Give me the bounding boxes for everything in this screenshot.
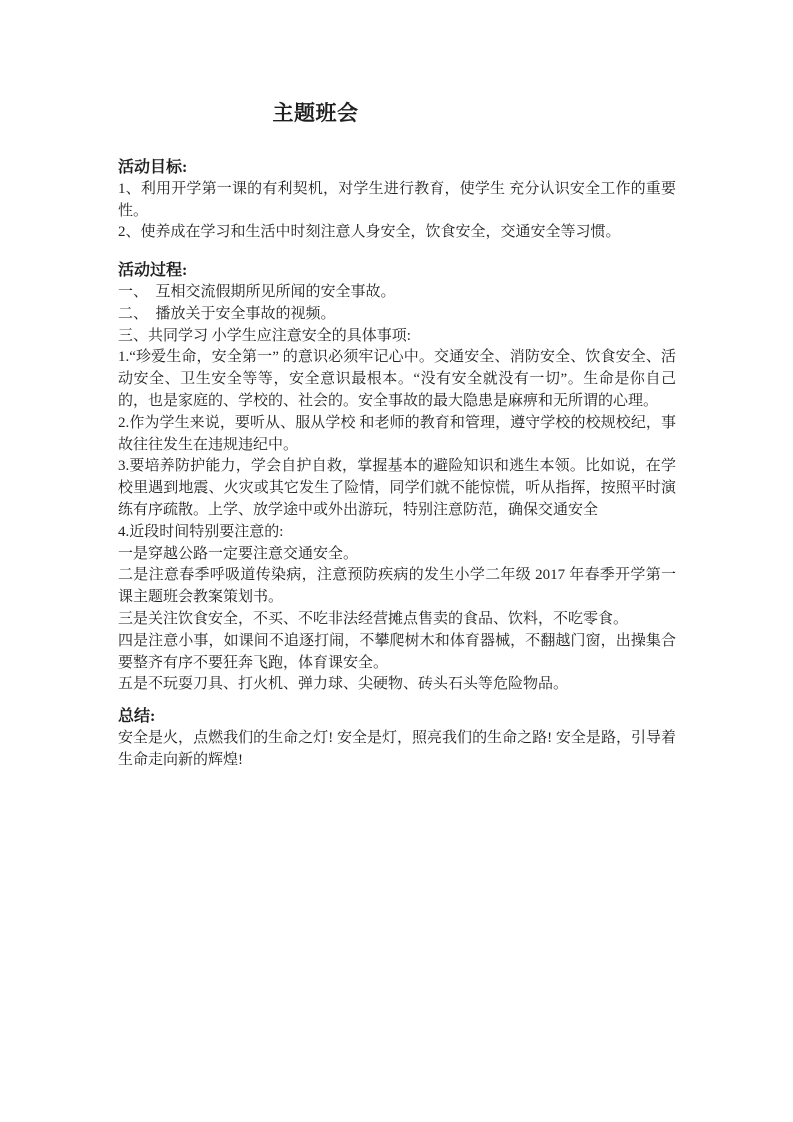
section-activity-goals	[118, 157, 676, 244]
summary-paragraph: 安全是火，点燃我们的生命之灯! 安全是灯，照亮我们的生命之路! 安全是路，引导着生命走向新的辉煌!	[118, 729, 676, 768]
section-activity-process	[118, 260, 676, 347]
document-body	[118, 157, 676, 772]
document-title: 主题班会	[272, 101, 359, 125]
activity-goals-heading: 活动目标:	[118, 159, 188, 176]
activity-process-heading: 活动过程:	[118, 262, 188, 280]
safety-point-1: 1.“珍爱生命，安全第一” 的意识必须牢记心中。交通安全、消防安全、饮食安全、活动安全、卫生安全等等，安全意识最根本。“没有安全就没有一切”。生命是你自己的，也是家庭的、学校的、社会的。安全事故的最大隐患是麻痹和无所谓的心理。	[118, 349, 676, 409]
summary-heading: 总结:	[118, 708, 156, 726]
safety-point-2: 2.作为学生来说，要听从、服从学校 和老师的教育和管理，遵守学校的校规校纪，事故往往发生在违规违纪中。	[118, 414, 676, 453]
process-step-1: 一、 互相交流假期所见所闻的安全事故。	[118, 283, 396, 300]
section-safety-points	[118, 347, 676, 696]
safety-point-4-item-3: 三是关注饮食安全，不买、不吃非法经营摊点售卖的食品、饮料，不吃零食。	[118, 610, 629, 627]
safety-point-4-item-1: 一是穿越公路一定要注意交通安全。	[118, 545, 359, 562]
section-summary	[118, 706, 676, 771]
safety-point-3: 3.要培养防护能力，学会自护自救，掌握基本的避险知识和逃生本领。比如说，在学校里遇到地震、火灾或其它发生了险情，同学们就不能惊慌，听从指挥，按照平时演练有序疏散。上学、放学途中或外出游玩，特别注意防范，确保交通安全	[118, 458, 676, 518]
process-step-3: 三、共同学习 小学生应注意安全的具体事项:	[118, 327, 411, 344]
goal-item-1: 1、利用开学第一课的有利契机，对学生进行教育，使学生 充分认识安全工作的重要性。	[118, 180, 676, 219]
safety-point-4-intro: 4.近段时间特别要注意的:	[118, 523, 284, 540]
safety-point-4-item-2: 二是注意春季呼吸道传染病，注意预防疾病的发生小学二年级 2017 年春季开学第一课主题班会教案策划书。	[118, 567, 676, 606]
safety-point-4-item-5: 五是不玩耍刀具、打火机、弹力球、尖硬物、砖头石头等危险物品。	[118, 676, 569, 693]
goal-item-2: 2、使养成在学习和生活中时刻注意人身安全，饮食安全，交通安全等习惯。	[118, 224, 621, 241]
safety-point-4-item-4: 四是注意小事，如课间不追逐打闹，不攀爬树木和体育器械，不翻越门窗，出操集合要整齐有序不要狂奔飞跑，体育课安全。	[118, 632, 676, 671]
process-step-2: 二、 播放关于安全事故的视频。	[118, 305, 336, 322]
